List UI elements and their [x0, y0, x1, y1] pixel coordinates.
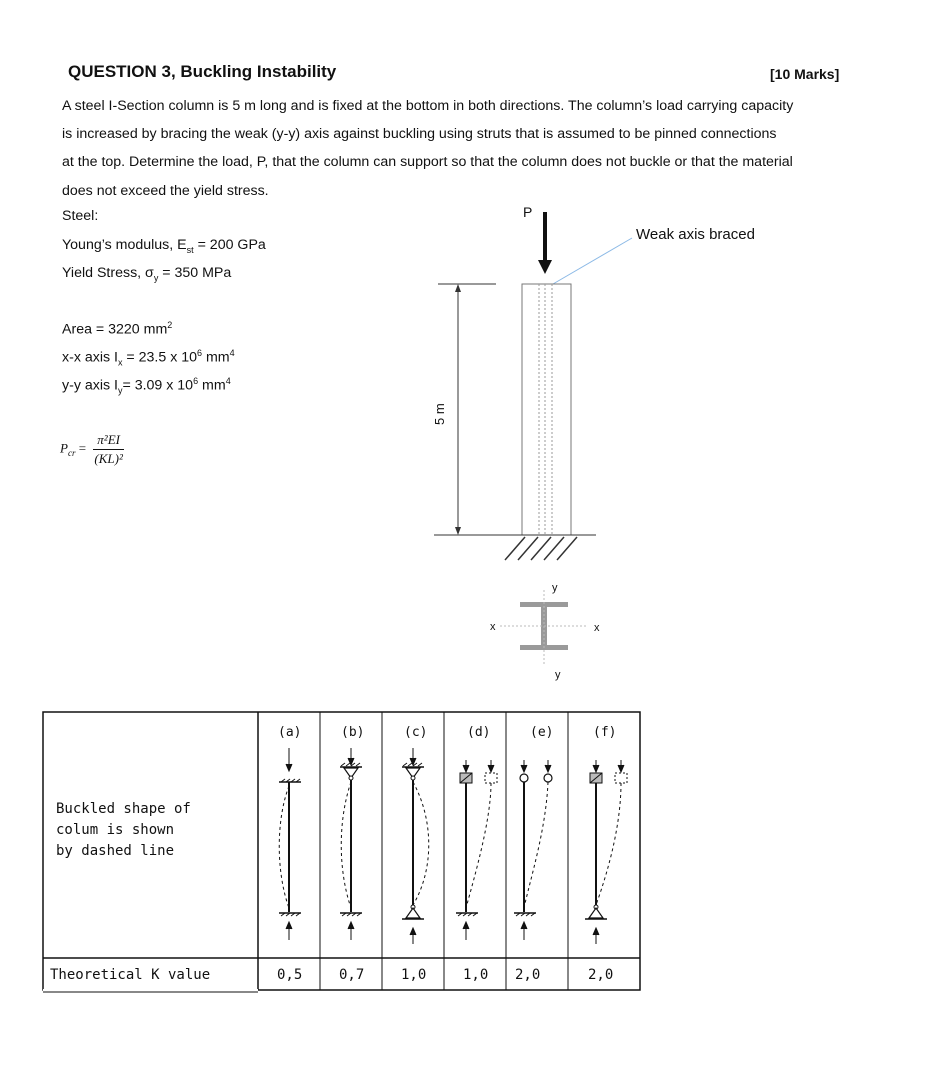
case-d-diagram — [456, 760, 497, 940]
problem-line: at the top. Determine the load, P, that the column can support so that the column does not buckle or that the material — [62, 154, 793, 171]
case-label: (c) — [404, 725, 428, 740]
problem-line: is increased by bracing the weak (y-y) axis against buckling using struts that is assumed to be pinned connections — [62, 126, 777, 143]
case-f-diagram — [585, 760, 627, 944]
case-label: (b) — [341, 725, 365, 740]
k-row-label: Theoretical K value — [50, 967, 211, 983]
axis-x-right-label: x — [594, 622, 600, 634]
shape-row-label: Buckled shape of colum is shown by dashed line — [56, 801, 191, 859]
k-value: 0,5 — [277, 967, 303, 983]
material-heading: Steel: — [62, 208, 99, 224]
brace-leader-line — [553, 238, 632, 284]
length-label: 5 m — [432, 403, 447, 425]
euler-formula: $P_{cr}$ = $\frac{\text{π²EI}}{\text{(KL)²}}$ — [60, 432, 123, 466]
k-value: 0,7 — [339, 967, 365, 983]
case-a-diagram — [279, 748, 301, 940]
section-area: Area = 3220 $mm^2$ — [62, 320, 173, 338]
case-e-diagram — [514, 760, 552, 940]
case-label: (e) — [530, 725, 554, 740]
k-value: 1,0 — [401, 967, 427, 983]
k-value: 2,0 — [515, 967, 541, 983]
brace-label: Weak axis braced — [636, 226, 755, 243]
youngs-modulus: Young’s modulus, $E_{st} = 200$ GPa — [62, 237, 266, 255]
problem-line: does not exceed the yield stress. — [62, 182, 269, 199]
axis-x-left-label: x — [490, 621, 496, 633]
case-c-diagram — [402, 748, 429, 944]
case-label: (a) — [278, 725, 302, 740]
load-label: P — [523, 204, 533, 220]
moment-of-inertia-y: y-y axis $I_y= 3.09$ x $10^6$ $mm^4$ — [62, 376, 231, 396]
case-b-diagram — [340, 748, 362, 940]
column-outline — [522, 284, 571, 535]
case-label: (d) — [467, 725, 491, 740]
k-value-table — [0, 700, 946, 1000]
axis-y-bottom-label: y — [555, 669, 561, 681]
k-value: 1,0 — [463, 967, 489, 983]
formula-numerator: π²EI — [93, 432, 124, 450]
moment-of-inertia-x: x-x axis $I_x = 23.5$ x $10^6$ $mm^4$ — [62, 348, 235, 368]
load-arrow-icon — [538, 260, 552, 274]
fixed-support-hatch — [505, 537, 577, 560]
yield-stress: Yield Stress, $\sigma_y = 350$ MPa — [62, 265, 232, 283]
axis-y-top-label: y — [552, 582, 558, 594]
formula-denominator: (KL)² — [94, 451, 123, 466]
marks-label: [10 Marks] — [770, 66, 840, 82]
question-title: QUESTION 3, Buckling Instability — [68, 62, 337, 81]
k-value: 2,0 — [588, 967, 614, 983]
dimension-arrow-top-icon — [455, 284, 461, 292]
case-label: (f) — [593, 725, 617, 740]
problem-line: A steel I-Section column is 5 m long and is fixed at the bottom in both directions. The column’s load carrying capacity — [62, 98, 794, 114]
dimension-arrow-bottom-icon — [455, 527, 461, 535]
